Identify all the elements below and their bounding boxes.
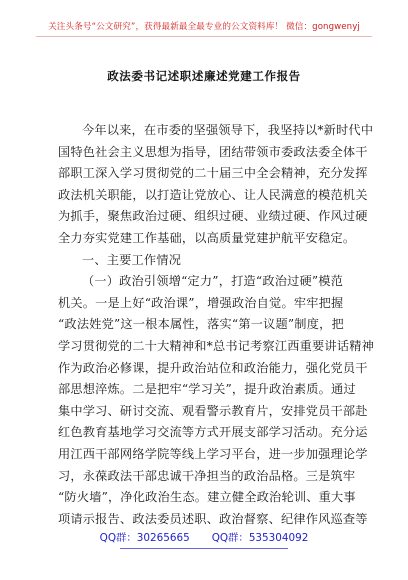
body-line: 今年以来，在市委的坚强领导下，我坚持以*新时代中 xyxy=(82,123,374,137)
body-line: 部思想淬炼。二是把牢“学习关”，提升政治素质。通过 xyxy=(58,382,356,397)
subsection-heading: （一）政治引领增“定力”，打造“政治过硬”模范 xyxy=(82,274,344,289)
qq-group-2: QQ群：535304092 xyxy=(211,532,309,544)
section-heading: 一、主要工作情况 xyxy=(82,252,182,267)
body-line: 政法机关职能，以打造让党放心、让人民满意的模范机关 xyxy=(58,187,368,202)
body-line: 作为政治必修课，提升政治站位和政治能力，强化党员干 xyxy=(58,360,368,375)
body-line: 用江西干部网络学院等线上学习平台，进一步加强理论学 xyxy=(58,446,368,461)
body-line: 习，永葆政法干部忠诚干净担当的政治品格。三是筑牢 xyxy=(58,468,356,483)
body-line: 机关。一是上好“政治课”，增强政治自觉。牢牢把握 xyxy=(58,295,344,310)
body-line: 项请示报告、政法委员述职、政治督察、纪律作风巡查等 xyxy=(58,511,368,526)
promo-banner: 关注头条号“公文研究”，获得最新最全最专业的公文资料库！ 微信：gongwenyj xyxy=(48,22,360,32)
body-line: 部职工深入学习贯彻党的二十届三中全会精神，充分发挥 xyxy=(58,166,368,181)
body-line: “政法姓党”这一根本属性，落实“第一议题”制度，把 xyxy=(58,317,344,332)
body-line: 集中学习、研讨交流、观看警示教育片，安排党员干部赴 xyxy=(58,403,368,418)
body-line: 为抓手，聚焦政治过硬、组织过硬、业绩过硬、作风过硬 xyxy=(58,209,368,224)
document-title: 政法委书记述职述廉述党建工作报告 xyxy=(107,69,301,83)
body-line: 国特色社会主义思想为指导，团结带领市委政法委全体干 xyxy=(58,144,368,159)
header-divider xyxy=(36,36,372,37)
footer-qq-groups xyxy=(0,529,408,544)
document-body xyxy=(58,120,374,530)
footer-underline xyxy=(120,548,288,549)
qq-group-1: QQ群：30265665 xyxy=(99,532,190,544)
body-line: 全力夯实党建工作基础，以高质量党建护航平安稳定。 xyxy=(58,230,356,245)
body-line: 学习贯彻党的二十大精神和*总书记考察江西重要讲话精神 xyxy=(58,338,374,353)
body-line: 红色教育基地学习交流等方式开展支部学习活动。充分运 xyxy=(58,425,368,440)
body-line: “防火墙”，净化政治生态。建立健全政治轮训、重大事 xyxy=(58,490,356,505)
